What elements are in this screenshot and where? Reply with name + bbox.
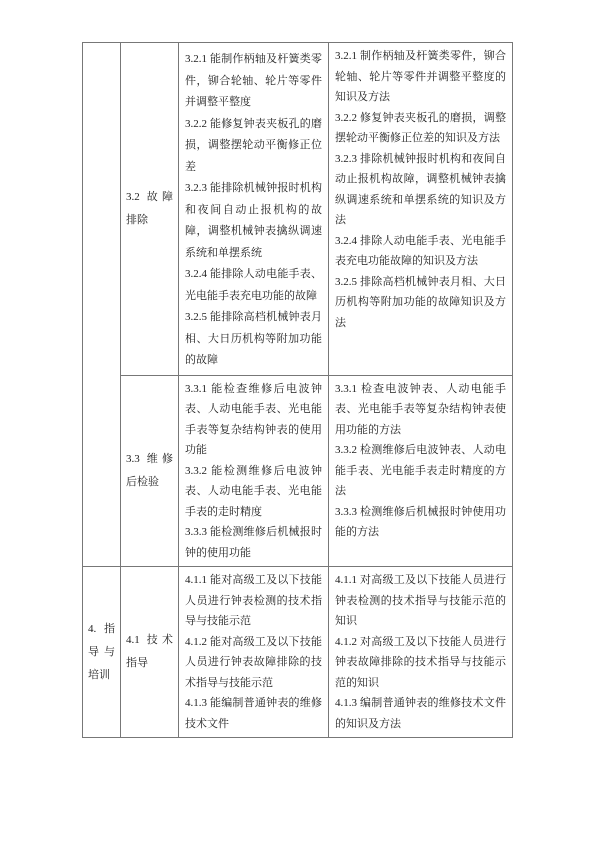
- knowledge-item: 3.2.2 修复钟表夹板孔的磨损，调整摆轮动平衡修正位差的知识及方法: [335, 111, 506, 144]
- knowledge-item: 4.1.2 对高级工及以下技能人员进行钟表故障排除的技术指导与技能示范的知识: [335, 635, 506, 689]
- skill-item: 4.1.2 能对高级工及以下技能人员进行钟表故障排除的技术指导与技能示范: [185, 635, 322, 689]
- cell-knowledge-4-1: [329, 567, 513, 738]
- cell-knowledge-3-3: [329, 375, 513, 567]
- subsection-label: 3.3 维修后检验: [126, 452, 173, 488]
- skill-item: 3.3.3 能检测维修后机械报时钟的使用功能: [185, 526, 322, 559]
- knowledge-item: 4.1.1 对高级工及以下技能人员进行钟表检测的技术指导与技能示范的知识: [335, 574, 506, 627]
- knowledge-item: 3.2.5 排除高档机械钟表月相、大日历机构等附加功能的故障知识及方法: [335, 275, 506, 329]
- cell-knowledge-3-2: [329, 43, 513, 376]
- cell-skills-3-3: [179, 375, 329, 567]
- skill-item: 4.1.3 能编制普通钟表的维修技术文件: [185, 697, 322, 730]
- skill-item: 3.2.1 能制作柄轴及杆簧类零件，铆合轮轴、轮片等零件并调整平整度: [185, 53, 322, 108]
- cell-skills-4-1: [179, 567, 329, 738]
- cell-subsection-3-2: [121, 43, 179, 376]
- skill-item: 4.1.1 能对高级工及以下技能人员进行钟表检测的技术指导与技能示范: [185, 574, 322, 627]
- knowledge-item: 4.1.3 编制普通钟表的维修技术文件的知识及方法: [335, 697, 506, 730]
- skill-item: 3.3.2 能检测维修后电波钟表、人动电能手表、光电能手表的走时精度: [185, 464, 322, 518]
- knowledge-item: 3.2.4 排除人动电能手表、光电能手表充电功能故障的知识及方法: [335, 234, 506, 267]
- skill-standards-table: [82, 42, 513, 738]
- table-row: [83, 43, 513, 376]
- skill-item: 3.3.1 能检查维修后电波钟表、人动电能手表、光电能手表等复杂结构钟表的使用功能: [185, 382, 322, 456]
- section-label: 4. 指导与培训: [88, 622, 115, 681]
- skill-item: 3.2.3 能排除机械钟报时机构和夜间自动止报机构的故障，调整机械钟表擒纵调速系统和单摆系统: [185, 182, 322, 259]
- subsection-label: 3.2 故障排除: [126, 190, 173, 226]
- cell-subsection-4-1: [121, 567, 179, 738]
- skill-item: 3.2.5 能排除高档机械钟表月相、大日历机构等附加功能的故障: [185, 311, 322, 366]
- cell-section-4: [83, 567, 121, 738]
- knowledge-item: 3.2.1 制作柄轴及杆簧类零件，铆合轮轴、轮片等零件并调整平整度的知识及方法: [335, 50, 506, 103]
- knowledge-item: 3.2.3 排除机械钟报时机构和夜间自动止报机构故障，调整机械钟表擒纵调速系统和单摆系统的知识及方法: [335, 152, 506, 226]
- cell-skills-3-2: [179, 43, 329, 376]
- skill-item: 3.2.4 能排除人动电能手表、光电能手表充电功能的故障: [185, 268, 322, 302]
- skill-item: 3.2.2 能修复钟表夹板孔的磨损，调整摆轮动平衡修正位差: [185, 117, 322, 173]
- subsection-label: 4.1 技术指导: [126, 634, 173, 669]
- cell-section-continued-empty: [83, 43, 121, 567]
- knowledge-item: 3.3.1 检查电波钟表、人动电能手表、光电能手表等复杂结构钟表使用功能的方法: [335, 382, 506, 436]
- knowledge-item: 3.3.3 检测维修后机械报时钟使用功能的方法: [335, 505, 506, 538]
- cell-subsection-3-3: [121, 375, 179, 567]
- table-row: [83, 567, 513, 738]
- knowledge-item: 3.3.2 检测维修后电波钟表、人动电能手表、光电能手表走时精度的方法: [335, 444, 506, 497]
- table-row: [83, 375, 513, 567]
